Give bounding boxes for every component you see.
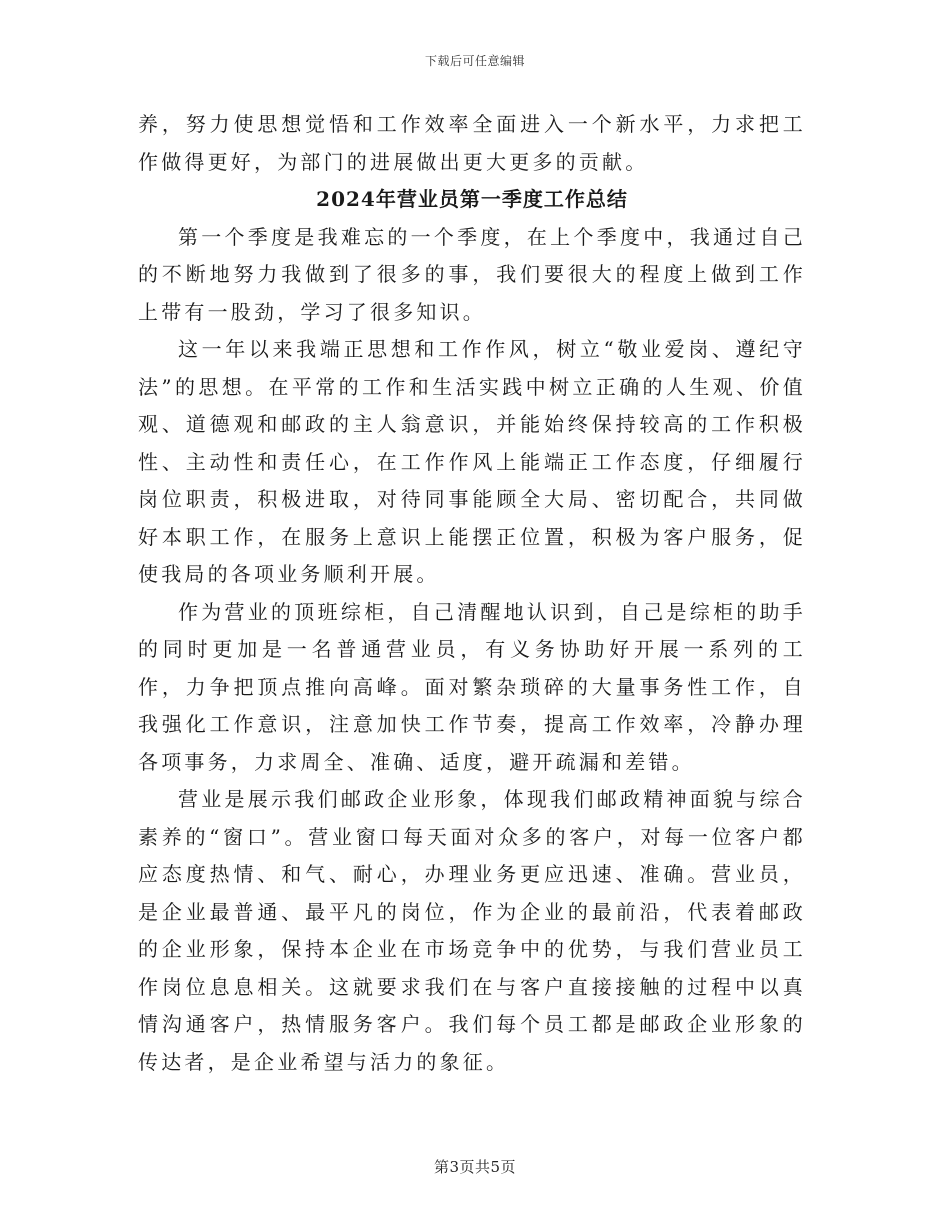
document-body	[138, 106, 806, 1081]
page-header: 下载后可任意编辑	[424, 54, 525, 68]
paragraph-4: 营业是展示我们邮政企业形象，体现我们邮政精神面貌与综合素养的“窗口”。营业窗口每天面对众多的客户，对每一位客户都应态度热情、和气、耐心，办理业务更应迅速、准确。营业员，是企业最普通、最平凡的岗位，作为企业的最前沿，代表着邮政的企业形象，保持本企业在市场竞争中的优势，与我们营业员工作岗位息息相关。这就要求我们在与客户直接接触的过程中以真情沟通客户，热情服务客户。我们每个员工都是邮政企业形象的传达者，是企业希望与活力的象征。	[138, 787, 806, 1074]
paragraph-3: 作为营业的顶班综柜，自己清醒地认识到，自己是综柜的助手的同时更加是一名普通营业员，有义务协助好开展一系列的工作，力争把顶点推向高峰。面对繁杂琐碎的大量事务性工作，自我强化工作意识，注意加快工作节奏，提高工作效率，冷静办理各项事务，力求周全、准确、适度，避开疏漏和差错。	[138, 599, 806, 774]
paragraph-1: 第一个季度是我难忘的一个季度，在上个季度中，我通过自己的不断地努力我做到了很多的事，我们要很大的程度上做到工作上带有一股劲，学习了很多知识。	[138, 224, 806, 324]
paragraph-2: 这一年以来我端正思想和工作作风，树立“敬业爱岗、遵纪守法”的思想。在平常的工作和生活实践中树立正确的人生观、价值观、道德观和邮政的主人翁意识，并能始终保持较高的工作积极性、主动性和责任心，在工作作风上能端正工作态度，仔细履行岗位职责，积极进取，对待同事能顾全大局、密切配合，共同做好本职工作，在服务上意识上能摆正位置，积极为客户服务，促使我局的各项业务顺利开展。	[138, 337, 806, 586]
section-title: 2024年营业员第一季度工作总结	[316, 187, 628, 211]
continuation-paragraph: 养，努力使思想觉悟和工作效率全面进入一个新水平，力求把工作做得更好，为部门的进展做出更大更多的贡献。	[138, 112, 806, 174]
page-number: 第3页共5页	[433, 1158, 517, 1176]
